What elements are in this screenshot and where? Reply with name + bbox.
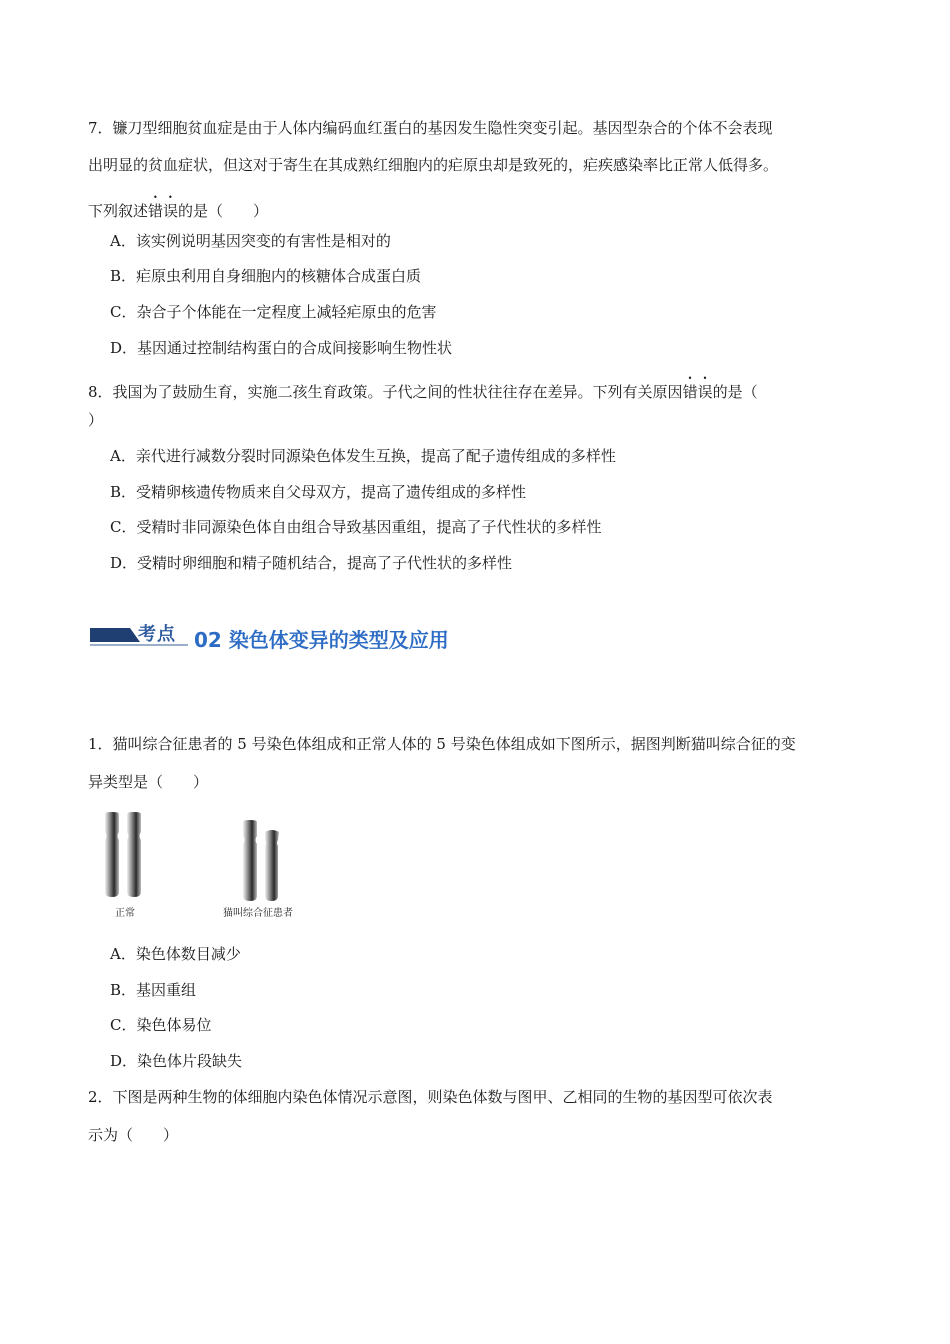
patient-chromosome-pair — [243, 820, 279, 901]
q1-option-d: D．染色体片段缺失 — [110, 1052, 243, 1070]
q7-option-d: D．基因通过控制结构蛋白的合成间接影响生物性状 — [110, 339, 453, 357]
q8-stem-line2: ） — [88, 411, 104, 429]
section-badge: 考点 — [138, 624, 176, 645]
q8-stem-line1 — [88, 374, 758, 402]
q1-stem-line1: 1．猫叫综合征患者的 5 号染色体组成和正常人体的 5 号染色体组成如下图所示，据图判断猫叫综合征的变 — [88, 735, 796, 753]
q8-option-a: A．亲代进行减数分裂时同源染色体发生互换，提高了配子遗传组成的多样性 — [110, 447, 616, 465]
q7-option-b: B．疟原虫利用自身细胞内的核糖体合成蛋白质 — [110, 267, 422, 285]
q2-stem-line2: 示为（ ） — [88, 1126, 179, 1144]
normal-chromosome-pair — [105, 812, 141, 897]
chromosome-figure — [95, 810, 335, 920]
q8-stem-post: 的是（ — [712, 383, 758, 401]
q8-option-c: C．受精时非同源染色体自由组合导致基因重组，提高了子代性状的多样性 — [110, 518, 602, 536]
label-normal: 正常 — [115, 908, 135, 919]
label-patient: 猫叫综合征患者 — [223, 908, 293, 919]
section-header — [90, 620, 690, 660]
q8-emphasis: 错误 — [682, 383, 713, 401]
q7-option-c: C．杂合子个体能在一定程度上减轻疟原虫的危害 — [110, 303, 437, 321]
q1-stem-line2: 异类型是（ ） — [88, 773, 209, 791]
q7-stem-pre: 下列叙述 — [88, 202, 149, 220]
q7-stem-post: 的是（ ） — [178, 202, 269, 220]
q1-option-b: B．基因重组 — [110, 981, 197, 999]
q1-option-c: C．染色体易位 — [110, 1016, 212, 1034]
q7-option-a: A．该实例说明基因突变的有害性是相对的 — [110, 232, 391, 250]
q8-stem-pre: 8．我国为了鼓励生育，实施二孩生育政策。子代之间的性状往往存在差异。下列有关原因 — [88, 383, 683, 401]
q7-stem-line3 — [88, 193, 268, 221]
q7-stem-line2: 出明显的贫血症状，但这对于寄生在其成熟红细胞内的疟原虫却是致死的，疟疾感染率比正常人低得多。 — [88, 156, 779, 174]
q8-option-d: D．受精时卵细胞和精子随机结合，提高了子代性状的多样性 — [110, 554, 513, 572]
q8-option-b: B．受精卵核遗传物质来自父母双方，提高了遗传组成的多样性 — [110, 483, 527, 501]
section-title: 02 染色体变异的类型及应用 — [194, 628, 449, 652]
q7-stem-line1: 7．镰刀型细胞贫血症是由于人体内编码血红蛋白的基因发生隐性突变引起。基因型杂合的个体不会表现 — [88, 119, 773, 137]
q7-emphasis: 错误 — [148, 202, 179, 220]
q2-stem-line1: 2．下图是两种生物的体细胞内染色体情况示意图，则染色体数与图甲、乙相同的生物的基因型可依次表 — [88, 1088, 773, 1106]
q1-option-a: A．染色体数目减少 — [110, 945, 241, 963]
